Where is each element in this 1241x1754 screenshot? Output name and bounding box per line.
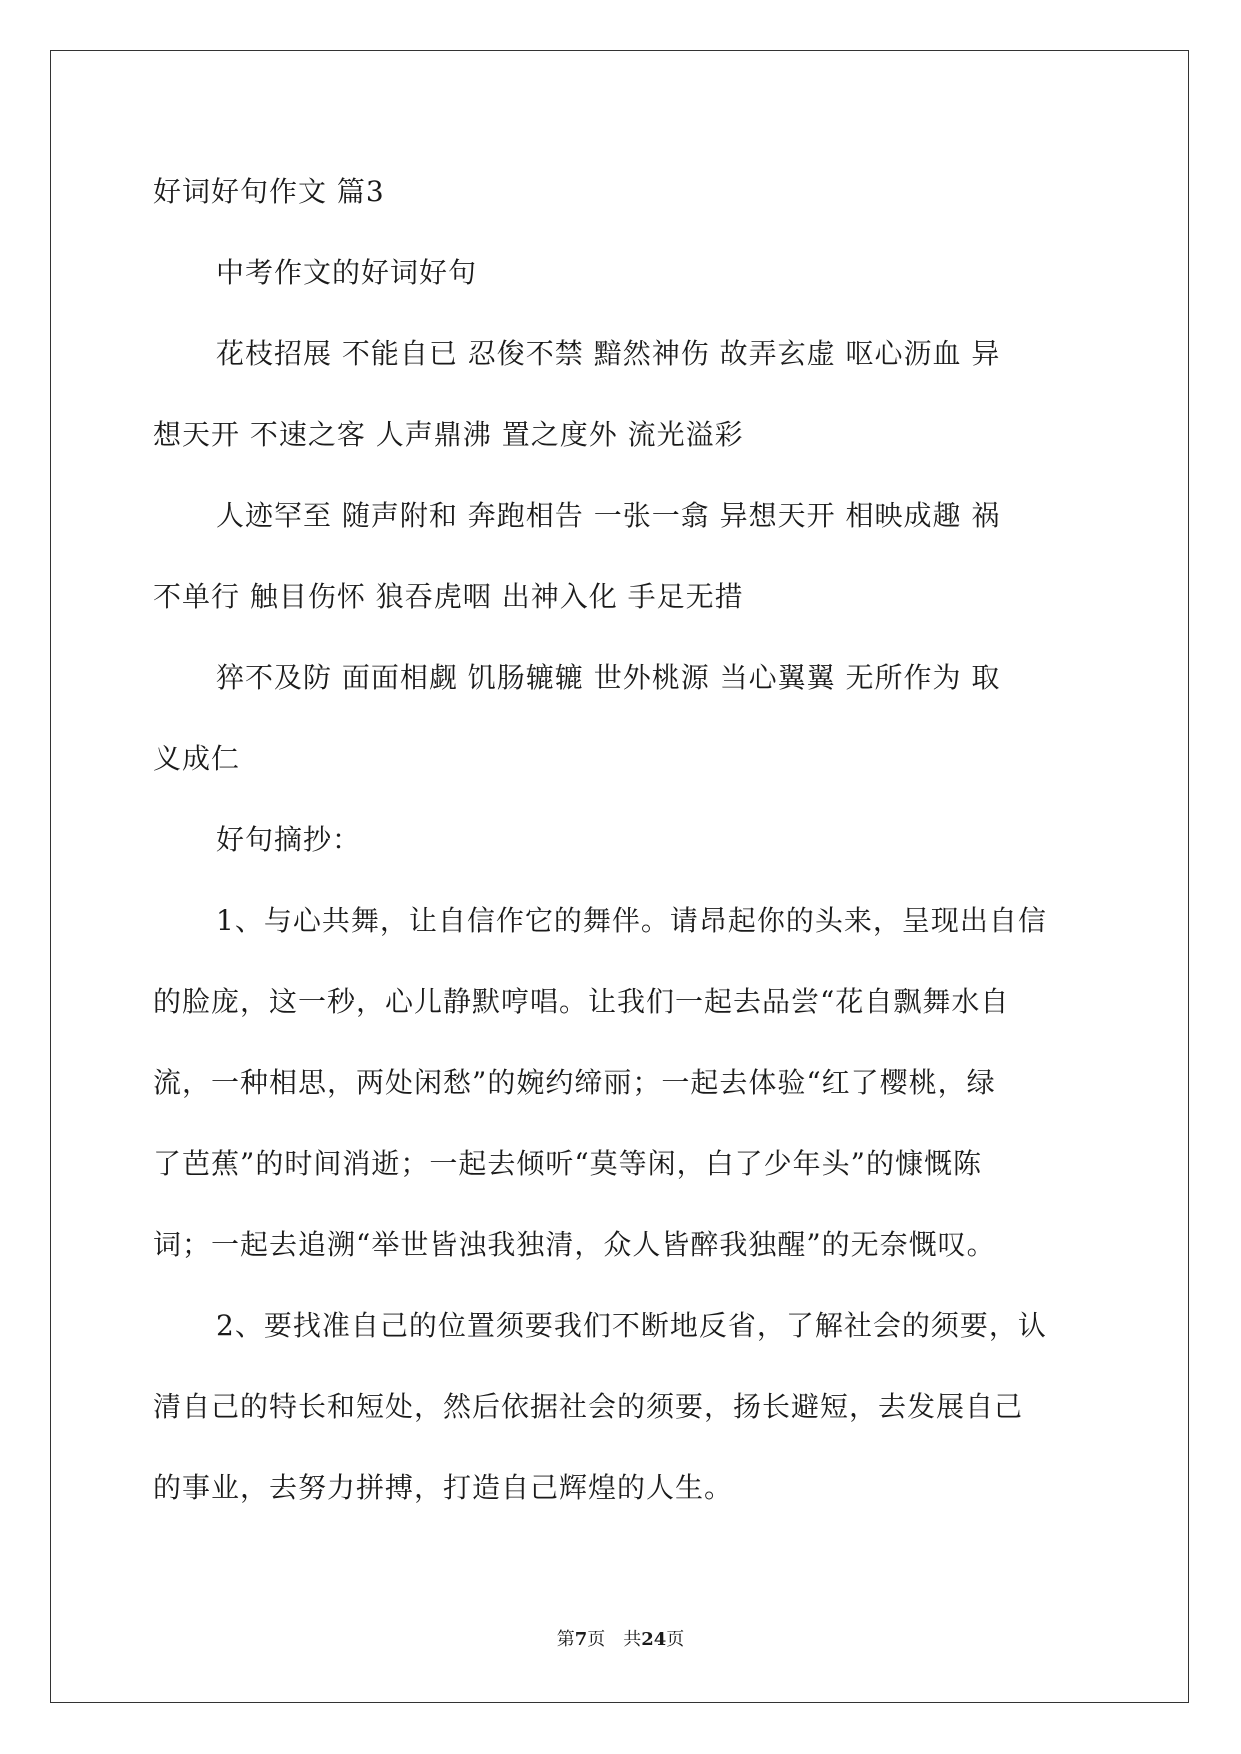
paragraph-line: 不单行 触目伤怀 狼吞虎咽 出神入化 手足无措	[153, 580, 744, 613]
document-heading: 好词好句作文 篇3	[153, 175, 385, 208]
paragraph-line: 1、与心共舞，让自信作它的舞伴。请昂起你的头来，呈现出自信	[216, 904, 1047, 937]
total-pages: 24	[641, 1629, 667, 1650]
total-suffix: 页	[666, 1629, 685, 1650]
document-body	[153, 172, 1093, 1549]
paragraph-line: 义成仁	[153, 742, 241, 775]
page-number: 7	[574, 1629, 588, 1650]
page-suffix: 页	[587, 1629, 606, 1650]
paragraph-line: 流，一种相思，两处闲愁”的婉约缔丽；一起去体验“红了樱桃，绿	[153, 1066, 996, 1099]
paragraph-line: 猝不及防 面面相觑 饥肠辘辘 世外桃源 当心翼翼 无所作为 取	[216, 661, 1001, 694]
page-footer	[0, 1629, 1241, 1651]
paragraph-line: 清自己的特长和短处，然后依据社会的须要，扬长避短，去发展自己	[153, 1390, 1024, 1423]
paragraph-line: 的事业，去努力拼搏，打造自己辉煌的人生。	[153, 1471, 734, 1504]
paragraph-line: 词；一起去追溯“举世皆浊我独清，众人皆醉我独醒”的无奈慨叹。	[153, 1228, 996, 1261]
total-prefix: 共	[623, 1629, 642, 1650]
paragraph-line: 了芭蕉”的时间消逝；一起去倾听“莫等闲，白了少年头”的慷慨陈	[153, 1147, 982, 1180]
paragraph-line: 好句摘抄：	[216, 823, 362, 856]
page-prefix: 第	[556, 1629, 575, 1650]
paragraph-line: 想天开 不速之客 人声鼎沸 置之度外 流光溢彩	[153, 418, 744, 451]
paragraph-line: 花枝招展 不能自已 忍俊不禁 黯然神伤 故弄玄虚 呕心沥血 异	[216, 337, 1001, 370]
paragraph-line: 中考作文的好词好句	[216, 256, 478, 289]
paragraph-line: 的脸庞，这一秒，心儿静默哼唱。让我们一起去品尝“花自飘舞水自	[153, 985, 1010, 1018]
paragraph-line: 人迹罕至 随声附和 奔跑相告 一张一翕 异想天开 相映成趣 祸	[216, 499, 1001, 532]
paragraph-line: 2、要找准自己的位置须要我们不断地反省，了解社会的须要，认	[216, 1309, 1047, 1342]
